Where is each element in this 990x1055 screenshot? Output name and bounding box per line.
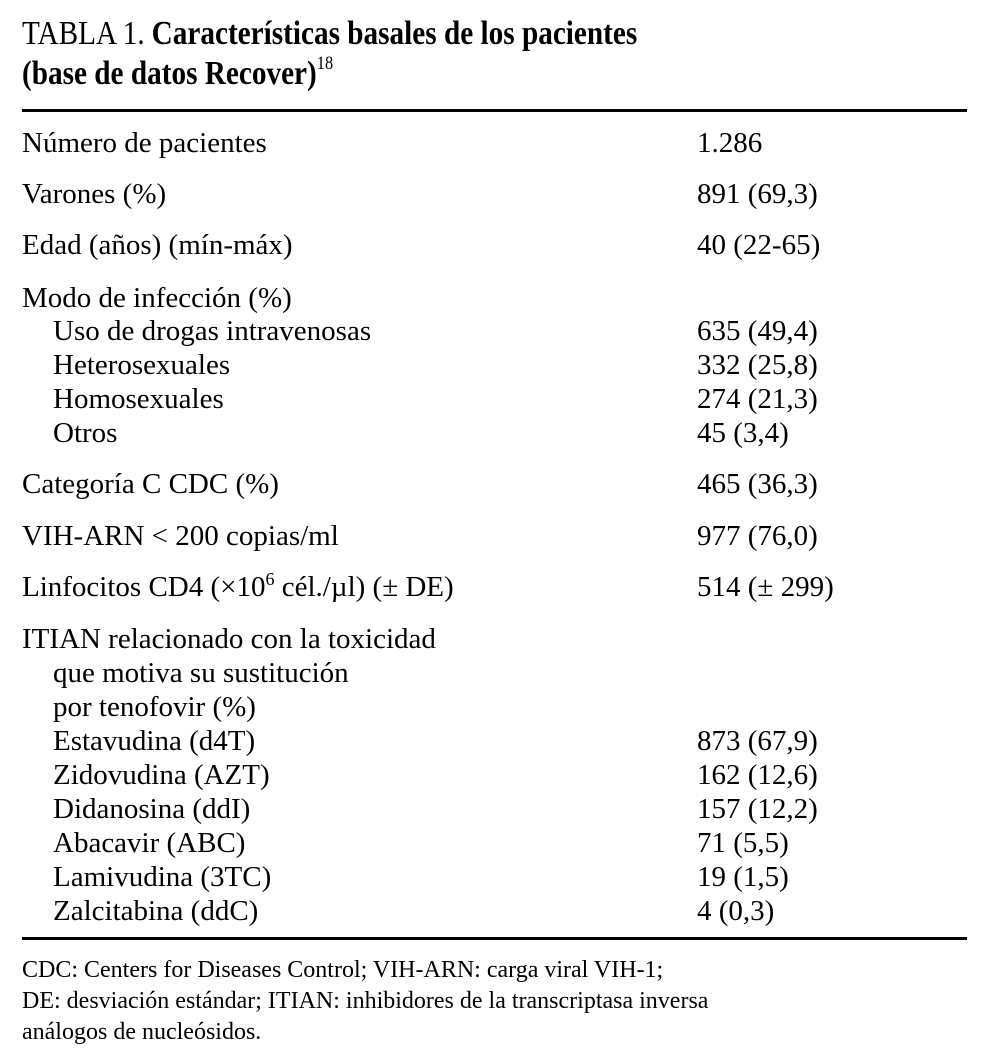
row-value: 157 (12,2) (697, 793, 818, 825)
row-value: 873 (67,9) (697, 725, 818, 757)
row-label: Didanosina (ddI) (53, 793, 251, 825)
row-label: Estavudina (d4T) (53, 725, 256, 757)
cd4-label-start: Linfocitos CD4 (×10 (22, 571, 266, 603)
footnote-line-2: DE: desviación estándar; ITIAN: inhibidores de la transcriptasa inversa (22, 988, 709, 1014)
row-label: Homosexuales (53, 383, 224, 415)
table-footnote (22, 955, 967, 1048)
row-value: 977 (76,0) (697, 520, 818, 552)
row-value: 162 (12,6) (697, 759, 818, 791)
row-value: 465 (36,3) (697, 468, 818, 500)
row-value: 19 (1,5) (697, 861, 789, 893)
row-value: 71 (5,5) (697, 827, 789, 859)
row-value: 40 (22-65) (697, 229, 821, 261)
row-label: Categoría C CDC (%) (22, 468, 279, 500)
row-label: Número de pacientes (22, 127, 267, 159)
group-heading-continued: por tenofovir (%) (53, 691, 256, 723)
row-value: 891 (69,3) (697, 178, 818, 210)
row-label: Otros (53, 417, 118, 449)
row-value: 332 (25,8) (697, 349, 818, 381)
cd4-label-end: cél./µl) (± DE) (274, 571, 454, 603)
table-caption-line-2: (base de datos Recover) (22, 55, 317, 92)
row-label (22, 570, 454, 604)
row-value: 514 (± 299) (697, 571, 834, 603)
group-heading-continued: que motiva su sustitución (53, 657, 349, 689)
row-label: Uso de drogas intravenosas (53, 315, 372, 347)
row-label: Zalcitabina (ddC) (53, 895, 259, 927)
table-title (22, 14, 839, 94)
table-caption-line-1: Características basales de los pacientes (151, 15, 638, 52)
row-value: 274 (21,3) (697, 383, 818, 415)
row-label: Varones (%) (22, 178, 167, 210)
title-line-1 (22, 14, 839, 54)
row-value: 4 (0,3) (697, 895, 775, 927)
row-value: 1.286 (697, 127, 763, 159)
row-label: Abacavir (ABC) (53, 827, 246, 859)
row-label: Lamivudina (3TC) (53, 861, 272, 893)
row-label: Zidovudina (AZT) (53, 759, 270, 791)
reference-superscript: 18 (316, 53, 334, 74)
cd4-label-exponent: 6 (265, 569, 275, 589)
table-number: TABLA 1. (22, 15, 145, 52)
row-value: 45 (3,4) (697, 417, 789, 449)
footnote-line-3: análogos de nucleósidos. (22, 1019, 262, 1045)
footnote-line-1: CDC: Centers for Diseases Control; VIH-ARN: carga viral VIH-1; (22, 957, 664, 983)
row-value: 635 (49,4) (697, 315, 818, 347)
row-label: VIH-ARN < 200 copias/ml (22, 520, 339, 552)
group-heading: ITIAN relacionado con la toxicidad (22, 623, 436, 655)
row-label: Heterosexuales (53, 349, 231, 381)
top-rule (22, 109, 967, 112)
bottom-rule (22, 937, 967, 940)
row-label: Edad (años) (mín-máx) (22, 229, 293, 261)
title-line-2 (22, 54, 839, 94)
group-heading: Modo de infección (%) (22, 282, 292, 314)
